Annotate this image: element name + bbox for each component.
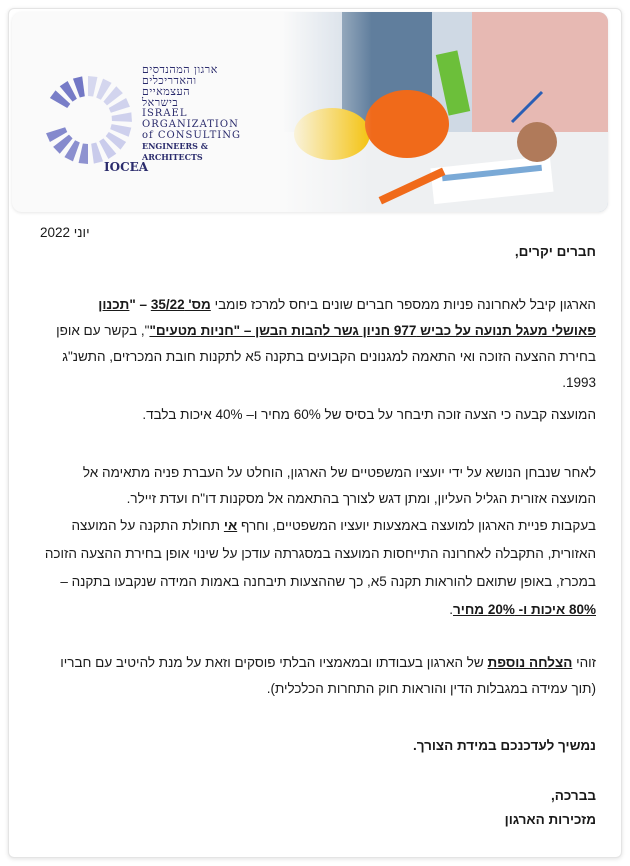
p5-text-c: של הארגון בעבודתו ובמאמציו הבלתי פוסקים וזאת על מנת להיטיב עם חבריו (תוך עמידה במגבלות הדין והוראות חוק התחרות הכלכלית). — [60, 655, 596, 696]
logo-english-line-2: ORGANIZATION — [142, 119, 239, 130]
tender-number: מס' 35/22 — [150, 297, 211, 312]
p1-dash: – " — [129, 297, 151, 312]
tender-title: פאושלי מעגל תנועה על כביש 977 חניון גשר להבות הבשן – "חניות מטעים" — [149, 323, 596, 338]
logo-hebrew-line-4: בישראל — [142, 96, 179, 109]
paragraph-5 — [36, 650, 596, 702]
logo-english-line-4: ENGINEERS & ARCHITECTS — [142, 141, 208, 162]
logo-ring-segment — [88, 76, 97, 97]
paragraph-2: המועצה קבעה כי הצעה זוכה תיבחר על בסיס של 60% מחיר ו– 40% איכות בלבד. — [142, 407, 596, 422]
p1-tender-title-start: תכנון — [98, 297, 130, 312]
p4-text-c: תחולת התקנה על המועצה האזורית, התקבלה לאחרונה התייחסות המועצה במסגרתה עודכן על שינוי אופן בחירת ההצעה הזוכה במכרז, באופן שתואם להוראות תקנה 5א, כך שההצעות תיבחנה באמות המידה שנקבעו בתקנה – — [44, 518, 596, 589]
p5-text-a: זוהי — [572, 655, 596, 670]
logo-wordmark — [142, 64, 252, 163]
p1-text-c: בחירת ההצעה הזוכה ואי התאמה למגנונים הקבועים בתקנה 5א לתקנות חובת המכרזים, התשנ"ג — [62, 349, 596, 364]
construction-photo — [282, 12, 608, 212]
logo-acronym: IOCEA — [104, 160, 149, 174]
paragraph-4 — [36, 512, 596, 624]
closing-line: נמשיך לעדכנכם במידת הצורך. — [412, 738, 596, 753]
signoff: בברכה, — [550, 788, 596, 803]
paragraph-3: לאחר שנבחן הנושא על ידי יועציו המשפטיים של הארגון, הוחלט על העברת פניה מתאימה אל המועצה אזורית הגליל העליון, ומתן דגש לצורך בהתאמה אל מסקנות דו"ח ועדת זיילר. — [82, 465, 596, 506]
logo-english-line-1: ISRAEL — [142, 108, 188, 119]
logo-hebrew-line-1: ארגון המהנדסים — [142, 63, 218, 76]
letter-greeting: חברים יקרים, — [514, 244, 596, 259]
logo-ring-segment — [79, 143, 88, 164]
success-highlight: הצלחה נוספת — [487, 655, 573, 670]
iocea-logo-icon — [36, 68, 140, 172]
p1-text-d: 1993. — [562, 375, 596, 390]
signature: מזכירות הארגון — [504, 812, 596, 827]
logo-ring-segment — [112, 112, 132, 121]
weighting-result: 80% איכות ו- 20% מחיר — [453, 602, 596, 617]
p1-text-a: הארגון קיבל לאחרונה פניות ממספר חברים שונים ביחס למרכז פומבי — [210, 297, 596, 312]
p4-emphasis-word: אי — [223, 518, 238, 533]
letter-date: יוני 2022 — [40, 225, 90, 240]
header-banner — [12, 12, 608, 212]
paragraph-1 — [36, 292, 596, 396]
logo-ring-segment — [73, 76, 85, 97]
logo-hebrew-line-2: והאדריכלים — [142, 74, 197, 87]
p4-text-e: . — [449, 602, 453, 617]
logo-ring-segment — [91, 143, 103, 164]
p1-text-b: ", בקשר עם אופן — [56, 323, 150, 338]
logo-english-line-3: of CONSULTING — [142, 130, 241, 141]
p4-text-a: בעקבות פניית הארגון למועצה באמצעות יועציו המשפטיים, וחרף — [237, 518, 596, 533]
logo-hebrew-line-3: העצמאיים — [142, 85, 191, 98]
